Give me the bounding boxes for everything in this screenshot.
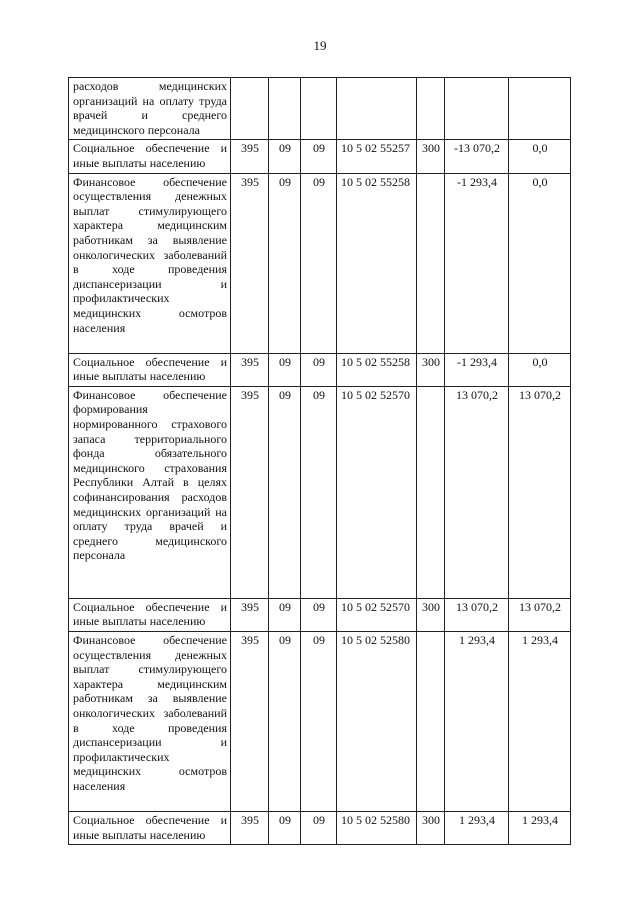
row-grbs: 395 bbox=[231, 353, 269, 386]
row-csr: 10 5 02 52570 bbox=[337, 598, 417, 631]
row-pr: 09 bbox=[301, 173, 337, 353]
row-name: Социальное обеспечение и иные выплаты населению bbox=[69, 353, 231, 386]
row-vr: 300 bbox=[417, 811, 445, 844]
row-sum-1: -1 293,4 bbox=[445, 353, 509, 386]
row-vr: 300 bbox=[417, 353, 445, 386]
row-grbs: 395 bbox=[231, 811, 269, 844]
row-rz bbox=[269, 78, 301, 140]
row-pr: 09 bbox=[301, 353, 337, 386]
row-sum-1: 13 070,2 bbox=[445, 598, 509, 631]
row-rz: 09 bbox=[269, 811, 301, 844]
row-rz: 09 bbox=[269, 598, 301, 631]
table-row bbox=[69, 811, 571, 844]
table-row bbox=[69, 173, 571, 353]
row-csr: 10 5 02 55258 bbox=[337, 173, 417, 353]
table-row bbox=[69, 598, 571, 631]
row-sum-2: 13 070,2 bbox=[509, 598, 571, 631]
row-pr bbox=[301, 78, 337, 140]
table-row bbox=[69, 386, 571, 598]
row-csr: 10 5 02 52580 bbox=[337, 631, 417, 811]
row-pr: 09 bbox=[301, 598, 337, 631]
page-number: 19 bbox=[313, 38, 327, 53]
row-grbs: 395 bbox=[231, 631, 269, 811]
row-rz: 09 bbox=[269, 353, 301, 386]
budget-table bbox=[68, 77, 571, 845]
row-sum-2: 0,0 bbox=[509, 140, 571, 173]
row-sum-1: -1 293,4 bbox=[445, 173, 509, 353]
row-vr bbox=[417, 78, 445, 140]
row-vr bbox=[417, 173, 445, 353]
row-sum-2 bbox=[509, 78, 571, 140]
row-name: Финансовое обеспечение осуществления денежных выплат стимулирующего характера медицинским работникам за выявление онкологических заболеваний в ходе проведения диспансеризации и профилактических медицинских осмотров населения bbox=[69, 173, 231, 353]
row-grbs bbox=[231, 78, 269, 140]
row-sum-2: 0,0 bbox=[509, 173, 571, 353]
row-pr: 09 bbox=[301, 386, 337, 598]
table-row bbox=[69, 353, 571, 386]
row-csr: 10 5 02 52580 bbox=[337, 811, 417, 844]
row-rz: 09 bbox=[269, 631, 301, 811]
row-sum-2: 0,0 bbox=[509, 353, 571, 386]
row-sum-1: -13 070,2 bbox=[445, 140, 509, 173]
row-sum-2: 13 070,2 bbox=[509, 386, 571, 598]
row-name: Финансовое обеспечение осуществления денежных выплат стимулирующего характера медицинским работникам за выявление онкологических заболеваний в ходе проведения диспансеризации и профилактических медицинских осмотров населения bbox=[69, 631, 231, 811]
row-name: Финансовое обеспечение формирования нормированного страхового запаса территориального фонда обязательного медицинского страхования Республики Алтай в целях софинансирования расходов медицинских организаций на оплату труда врачей и среднего медицинского персонала bbox=[69, 386, 231, 598]
row-grbs: 395 bbox=[231, 173, 269, 353]
table-row bbox=[69, 78, 571, 140]
row-vr: 300 bbox=[417, 598, 445, 631]
row-grbs: 395 bbox=[231, 386, 269, 598]
row-sum-2: 1 293,4 bbox=[509, 811, 571, 844]
row-sum-1 bbox=[445, 78, 509, 140]
row-sum-1: 1 293,4 bbox=[445, 811, 509, 844]
table-row bbox=[69, 140, 571, 173]
row-name: Социальное обеспечение и иные выплаты населению bbox=[69, 140, 231, 173]
row-rz: 09 bbox=[269, 140, 301, 173]
row-csr: 10 5 02 52570 bbox=[337, 386, 417, 598]
row-sum-1: 13 070,2 bbox=[445, 386, 509, 598]
row-name: Социальное обеспечение и иные выплаты населению bbox=[69, 598, 231, 631]
row-name: Социальное обеспечение и иные выплаты населению bbox=[69, 811, 231, 844]
row-pr: 09 bbox=[301, 631, 337, 811]
row-name: расходов медицинских организаций на оплату труда врачей и среднего медицинского персонала bbox=[69, 78, 231, 140]
table-row bbox=[69, 631, 571, 811]
row-pr: 09 bbox=[301, 140, 337, 173]
row-grbs: 395 bbox=[231, 140, 269, 173]
row-csr: 10 5 02 55257 bbox=[337, 140, 417, 173]
row-sum-2: 1 293,4 bbox=[509, 631, 571, 811]
row-csr: 10 5 02 55258 bbox=[337, 353, 417, 386]
row-grbs: 395 bbox=[231, 598, 269, 631]
row-rz: 09 bbox=[269, 173, 301, 353]
row-sum-1: 1 293,4 bbox=[445, 631, 509, 811]
row-vr bbox=[417, 631, 445, 811]
row-csr bbox=[337, 78, 417, 140]
row-vr bbox=[417, 386, 445, 598]
row-vr: 300 bbox=[417, 140, 445, 173]
row-rz: 09 bbox=[269, 386, 301, 598]
row-pr: 09 bbox=[301, 811, 337, 844]
